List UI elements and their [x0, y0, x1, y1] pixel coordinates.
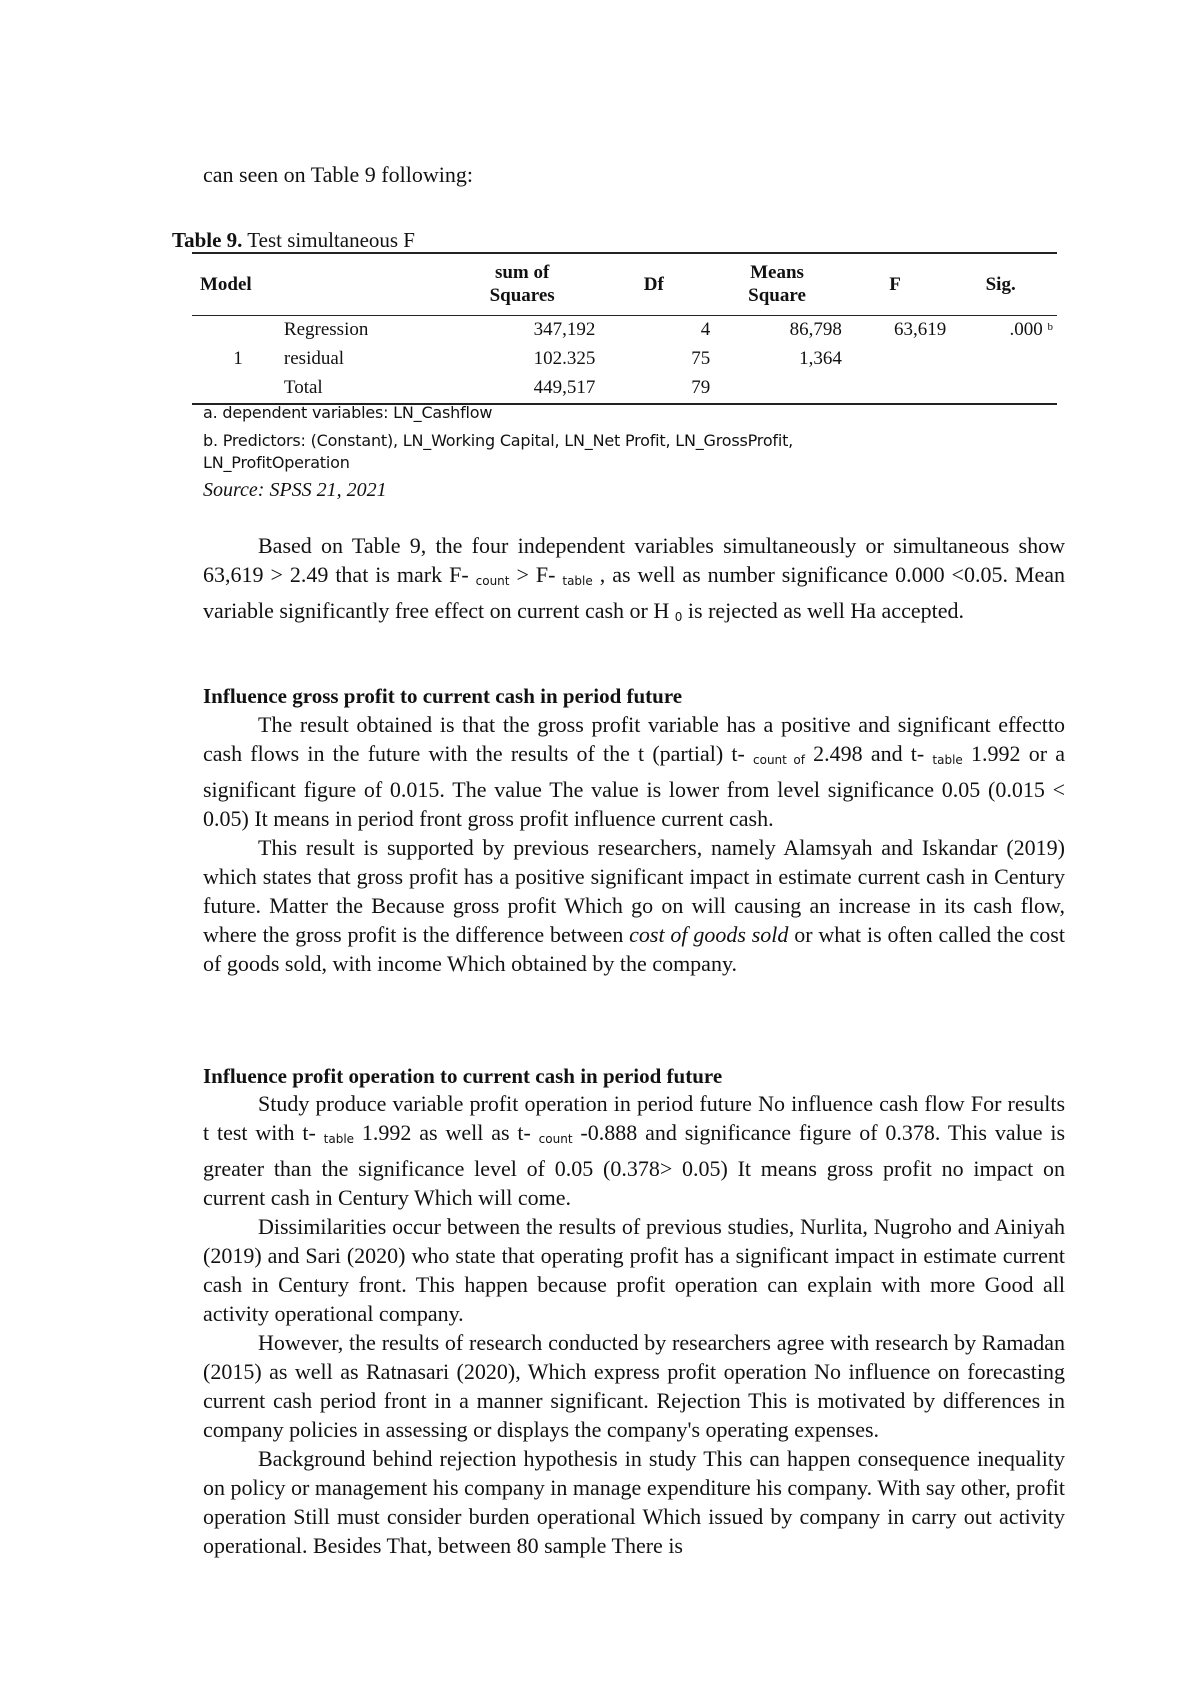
cell-ms: 1,364 — [799, 348, 842, 369]
cell-sig — [948, 345, 1057, 374]
cell-ss: 449,517 — [533, 377, 596, 398]
table-row — [192, 345, 1057, 374]
para2-text-1: The result obtained is that the gross profit variable has a positive and significant effectto cash flows in the future with the results of the t (partial) t- — [203, 712, 1065, 766]
cell-f — [844, 345, 948, 374]
para1-sub-count: count — [475, 574, 510, 588]
table-source: Source: SPSS 21, 2021 — [203, 479, 387, 501]
table-note-b-line2: LN_ProfitOperation — [203, 453, 350, 472]
para3-italic: cost of goods sold — [629, 922, 789, 947]
paragraph-4 — [203, 1089, 1065, 1560]
header-ss-line1: sum of — [494, 262, 550, 284]
table-note-b-line1: b. Predictors: (Constant), LN_Working Capital, LN_Net Profit, LN_GrossProfit, — [203, 431, 794, 450]
header-mean-square — [712, 253, 844, 315]
header-df: Df — [643, 273, 664, 295]
para4-sub-count: count — [538, 1132, 573, 1146]
cell-df: 4 — [700, 319, 711, 340]
table-row — [192, 374, 1057, 404]
cell-df: 75 — [691, 348, 711, 369]
table-caption-text: Test simultaneous F — [242, 228, 415, 252]
header-model: Model — [200, 273, 252, 295]
header-ss-line2: Squares — [489, 285, 555, 307]
section-heading-gross-profit: Influence gross profit to current cash in period future — [203, 684, 683, 708]
table-caption-label: Table 9. — [172, 228, 243, 252]
cell-ss: 102.325 — [533, 348, 596, 369]
sig-value: .000 — [1009, 319, 1043, 340]
para1-sub-zero: 0 — [674, 610, 683, 624]
anova-table — [192, 252, 1057, 405]
intro-text: can seen on Table 9 following: — [203, 162, 473, 187]
paragraph-6: However, the results of research conducted by researchers agree with research by Ramadan (2015) as well as Ratnasari (2020), Which express profit operation No influence on forecasting current cash period front in a manner significant. Rejection This is motivated by differences in company policies in assessing or displays the company's operating expenses. — [203, 1330, 1065, 1442]
section-heading-profit-operation: Influence profit operation to current cash in period future — [203, 1064, 723, 1088]
para1-sub-table: table — [562, 574, 593, 588]
para4-sub-table: table — [323, 1132, 355, 1146]
cell-df: 79 — [691, 377, 711, 398]
model-number: 1 — [233, 348, 243, 369]
header-ms-line2: Square — [748, 285, 806, 307]
para4-text-1: Study produce variable profit operation in period future No influence cash flow For results t test with t- — [203, 1091, 1065, 1145]
table-caption — [172, 228, 415, 253]
header-sig: Sig. — [985, 273, 1016, 295]
para1-text-1: Based on Table 9, the four independent variables simultaneously or simultaneous show 63,619 > 2.49 that is mark F- — [203, 533, 1065, 587]
paragraph-1 — [203, 531, 1065, 632]
paragraph-7: Background behind rejection hypothesis in study This can happen consequence inequality on policy or management his company in manage expenditure his company. With say other, profit operation Still must consider burden operational Which issued by company in carry out activity operational. Besides That, between 80 sample There is — [203, 1446, 1065, 1558]
paragraph-2 — [203, 710, 1065, 978]
para2-text-3: 1.992 or a significant figure of 0.015. The value The value is lower from level significance 0.05 (0.015 < 0.05) It means in period front gross profit influence current cash. — [203, 741, 1065, 831]
cell-ss: 347,192 — [533, 319, 596, 340]
sig-superscript: b — [1047, 321, 1053, 333]
para3-text-1: This result is supported by previous researchers, namely Alamsyah and Iskandar (2019) which states that gross profit has a positive significant impact in estimate current cash in Century future. Matter the Because gross profit Which go on will causing an increase in its cash flow, where the gross profit is the difference between — [203, 835, 1065, 947]
cell-ms — [712, 374, 844, 404]
header-sum-of-squares — [449, 253, 597, 315]
cell-f — [844, 374, 948, 404]
para3-text-2: or what is often called the cost of goods sold, with income Which obtained by the company. — [203, 922, 1065, 976]
header-ms-line1: Means — [750, 262, 804, 284]
para2-text-2: 2.498 and t- — [804, 741, 933, 766]
para2-sub-table: table — [932, 753, 963, 767]
para4-text-2: 1.992 as well as t- — [354, 1120, 539, 1145]
cell-ms: 86,798 — [789, 319, 842, 340]
para4-text-3: -0.888 and significance figure of 0.378. This value is greater than the significance level of 0.05 (0.378> 0.05) It means gross profit no impact on current cash in Century Which will come. — [203, 1120, 1066, 1210]
table-header-row — [192, 253, 1057, 315]
cell-sig — [948, 374, 1057, 404]
para1-text-4: is rejected as well Ha accepted. — [682, 598, 964, 623]
para2-sub-count-of: count of — [753, 753, 805, 767]
table-row — [192, 315, 1057, 345]
row-name: Total — [283, 377, 323, 398]
table-note-a: a. dependent variables: LN_Cashflow — [203, 403, 493, 422]
para1-text-3: , as well as number significance 0.000 <0.05. Mean variable significantly free effect on current cash or H — [203, 562, 1065, 623]
row-name: residual — [283, 348, 345, 369]
header-f: F — [889, 273, 901, 295]
paragraph-5: Dissimilarities occur between the results of previous studies, Nurlita, Nugroho and Ainiyah (2019) and Sari (2020) who state that operating profit has a significant impact in estimate current cash in Century front. This happen because profit operation can explain with more Good all activity operational company. — [203, 1214, 1065, 1326]
cell-sig — [948, 315, 1057, 345]
row-name: Regression — [283, 319, 369, 340]
cell-f: 63,619 — [894, 319, 947, 340]
para1-text-2: > F- — [509, 562, 563, 587]
